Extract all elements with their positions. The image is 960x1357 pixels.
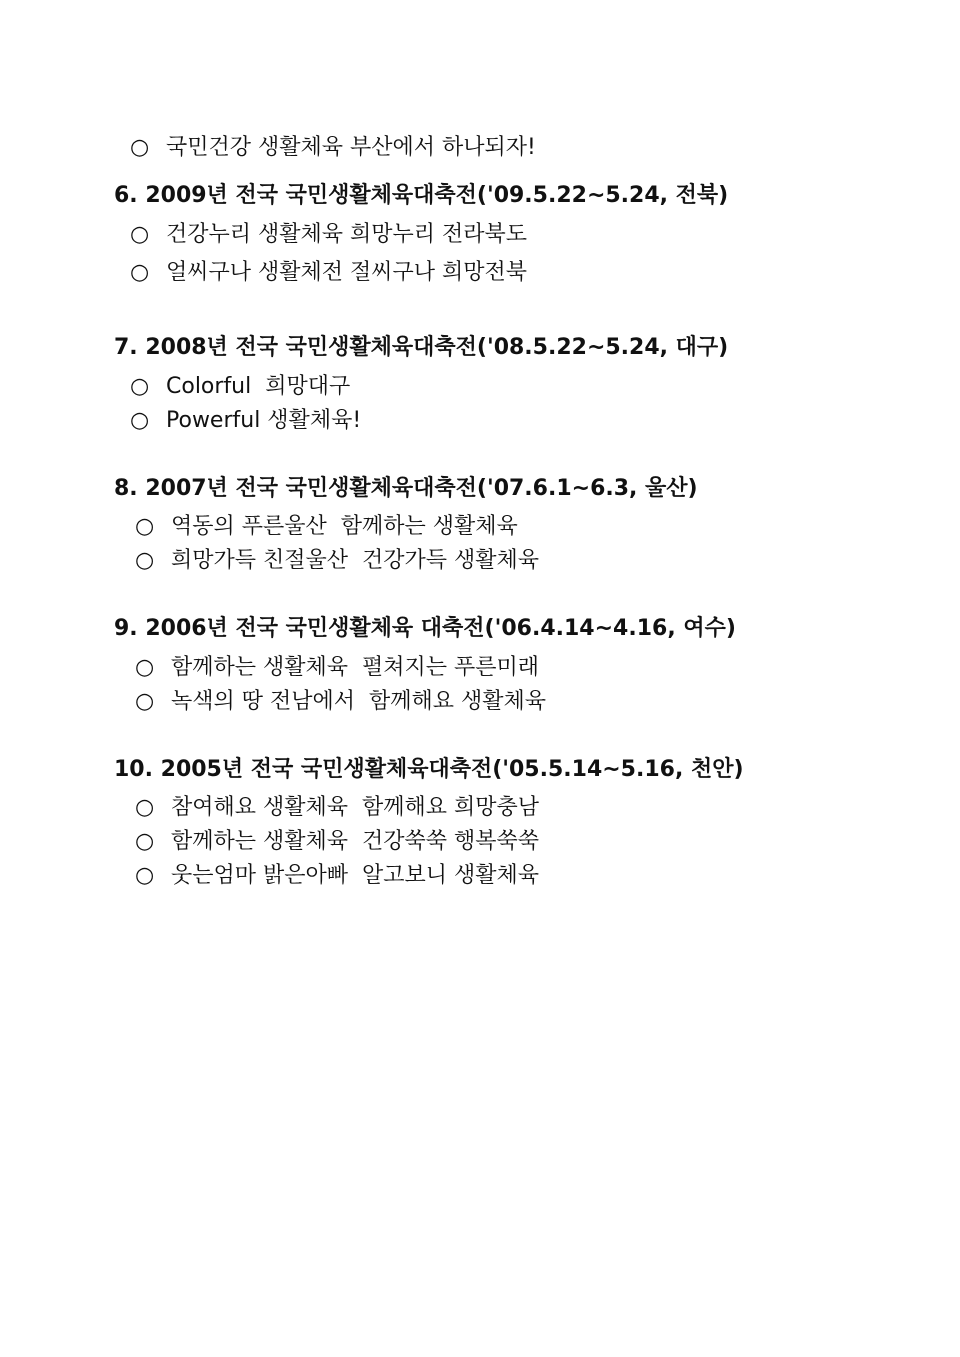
- list-item: [135, 862, 539, 890]
- circle-bullet-icon: ○: [130, 408, 150, 433]
- list-item: [130, 373, 350, 401]
- slogan-text: 웃는엄마 밝은아빠 알고보니 생활체육: [171, 863, 540, 888]
- slogan-text: 함께하는 생활체육 펼쳐지는 푸른미래: [171, 655, 540, 680]
- circle-bullet-icon: ○: [135, 548, 155, 573]
- section-heading: 8. 2007년 전국 국민생활체육대축전('07.6.1~6.3, 울산): [114, 476, 698, 501]
- circle-bullet-icon: ○: [135, 795, 155, 820]
- slogan-text: 함께하는 생활체육 건강쑥쑥 행복쑥쑥: [171, 829, 540, 854]
- list-item: [130, 134, 536, 162]
- section-heading: 6. 2009년 전국 국민생활체육대축전('09.5.22~5.24, 전북): [114, 183, 729, 208]
- list-item: [135, 513, 518, 541]
- circle-bullet-icon: ○: [135, 829, 155, 854]
- circle-bullet-icon: ○: [135, 863, 155, 888]
- section-heading: 7. 2008년 전국 국민생활체육대축전('08.5.22~5.24, 대구): [114, 335, 729, 360]
- list-item: [135, 828, 539, 856]
- circle-bullet-icon: ○: [130, 222, 150, 247]
- list-item: [130, 407, 361, 435]
- circle-bullet-icon: ○: [135, 514, 155, 539]
- list-item: [130, 221, 527, 249]
- circle-bullet-icon: ○: [135, 655, 155, 680]
- circle-bullet-icon: ○: [130, 260, 150, 285]
- slogan-text: 녹색의 땅 전남에서 함께해요 생활체육: [171, 689, 546, 714]
- slogan-text: 희망가득 친절울산 건강가득 생활체육: [171, 548, 540, 573]
- section-heading: 10. 2005년 전국 국민생활체육대축전('05.5.14~5.16, 천안): [114, 757, 744, 782]
- circle-bullet-icon: ○: [130, 374, 150, 399]
- list-item: [135, 547, 539, 575]
- slogan-text: 국민건강 생활체육 부산에서 하나되자!: [166, 135, 536, 160]
- list-item: [135, 794, 539, 822]
- slogan-text: 역동의 푸른울산 함께하는 생활체육: [171, 514, 518, 539]
- list-item: [130, 259, 527, 287]
- slogan-text: Powerful 생활체육!: [166, 408, 362, 433]
- slogan-text: Colorful 희망대구: [166, 374, 351, 399]
- slogan-text: 건강누리 생활체육 희망누리 전라북도: [166, 222, 528, 247]
- slogan-text: 참여해요 생활체육 함께해요 희망충남: [171, 795, 540, 820]
- list-item: [135, 688, 546, 716]
- section-heading: 9. 2006년 전국 국민생활체육 대축전('06.4.14~4.16, 여수): [114, 616, 736, 641]
- slogan-text: 얼씨구나 생활체전 절씨구나 희망전북: [166, 260, 528, 285]
- circle-bullet-icon: ○: [130, 135, 150, 160]
- list-item: [135, 654, 539, 682]
- circle-bullet-icon: ○: [135, 689, 155, 714]
